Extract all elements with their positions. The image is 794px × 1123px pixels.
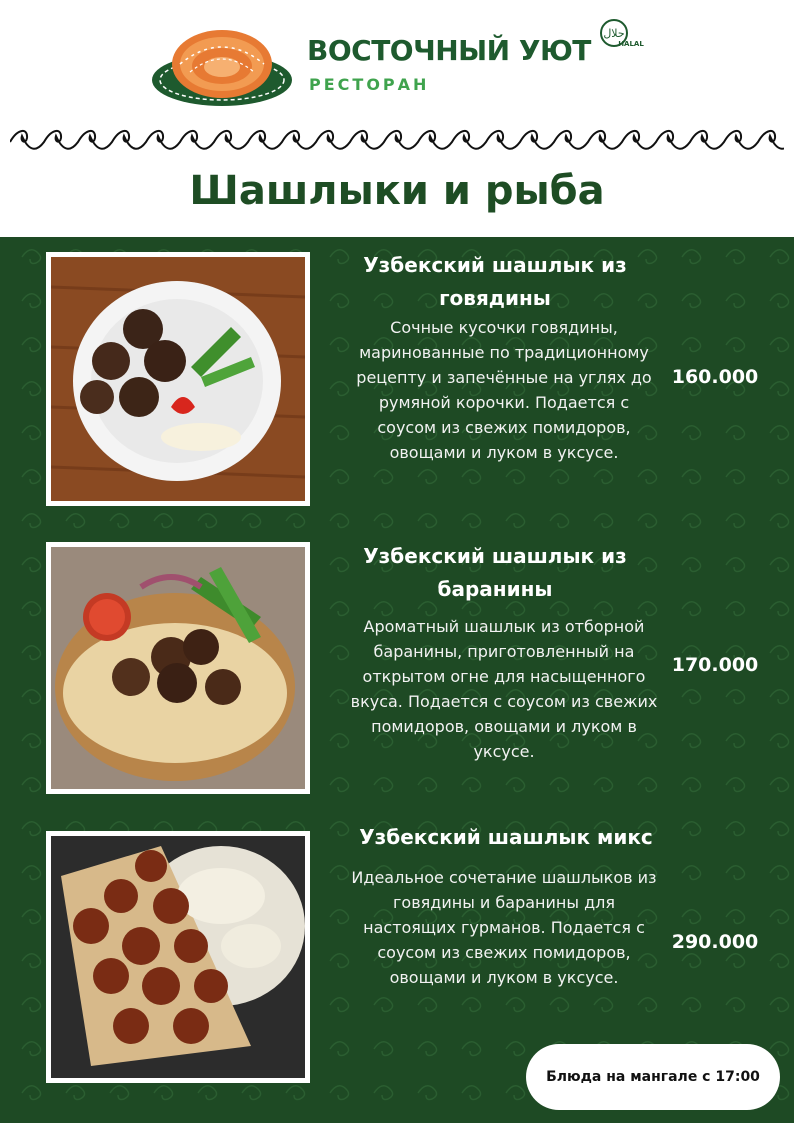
page-title: Шашлыки и рыба xyxy=(189,168,605,214)
item-name: Узбекский шашлык из говядины xyxy=(363,253,627,310)
menu-header xyxy=(0,0,794,237)
item-description: Идеальное сочетание шашлыков из говядины и баранины для настоящих гурманов. Подается с соусом из свежих помидоров, овощами и луком в уксусе. xyxy=(351,868,657,987)
halal-badge xyxy=(598,18,644,48)
brand-name: ВОСТОЧНЫЙ УЮТ xyxy=(307,34,591,67)
item-description: Ароматный шашлык из отборной баранины, приготовленный на открытом огне для насыщенного вкуса. Подается с соусом из свежих помидоров, овощами и луком в уксусе. xyxy=(350,617,658,761)
dish-photo-lamb xyxy=(46,542,310,794)
item-price: 160.000 xyxy=(671,366,759,388)
item-price: 290.000 xyxy=(671,931,759,953)
dish-photo-mix xyxy=(46,831,310,1083)
svg-text:HALAL: HALAL xyxy=(618,40,644,48)
ornament-divider xyxy=(10,120,784,156)
item-name: Узбекский шашлык микс xyxy=(359,825,653,849)
item-name: Узбекский шашлык из баранины xyxy=(363,544,627,601)
svg-text:حلال: حلال xyxy=(603,27,625,40)
grill-hours-note: Блюда на мангале с 17:00 xyxy=(526,1044,780,1110)
brand-subtitle: РЕСТОРАН xyxy=(309,75,430,94)
restaurant-logo-emblem xyxy=(150,28,294,108)
item-price: 170.000 xyxy=(671,654,759,676)
dish-photo-beef xyxy=(46,252,310,506)
menu-section xyxy=(0,237,794,1123)
item-description: Сочные кусочки говядины, маринованные по традиционному рецепту и запечённые на углях до румяной корочки. Подается с соусом из свежих помидоров, овощами и луком в уксусе. xyxy=(356,318,652,462)
